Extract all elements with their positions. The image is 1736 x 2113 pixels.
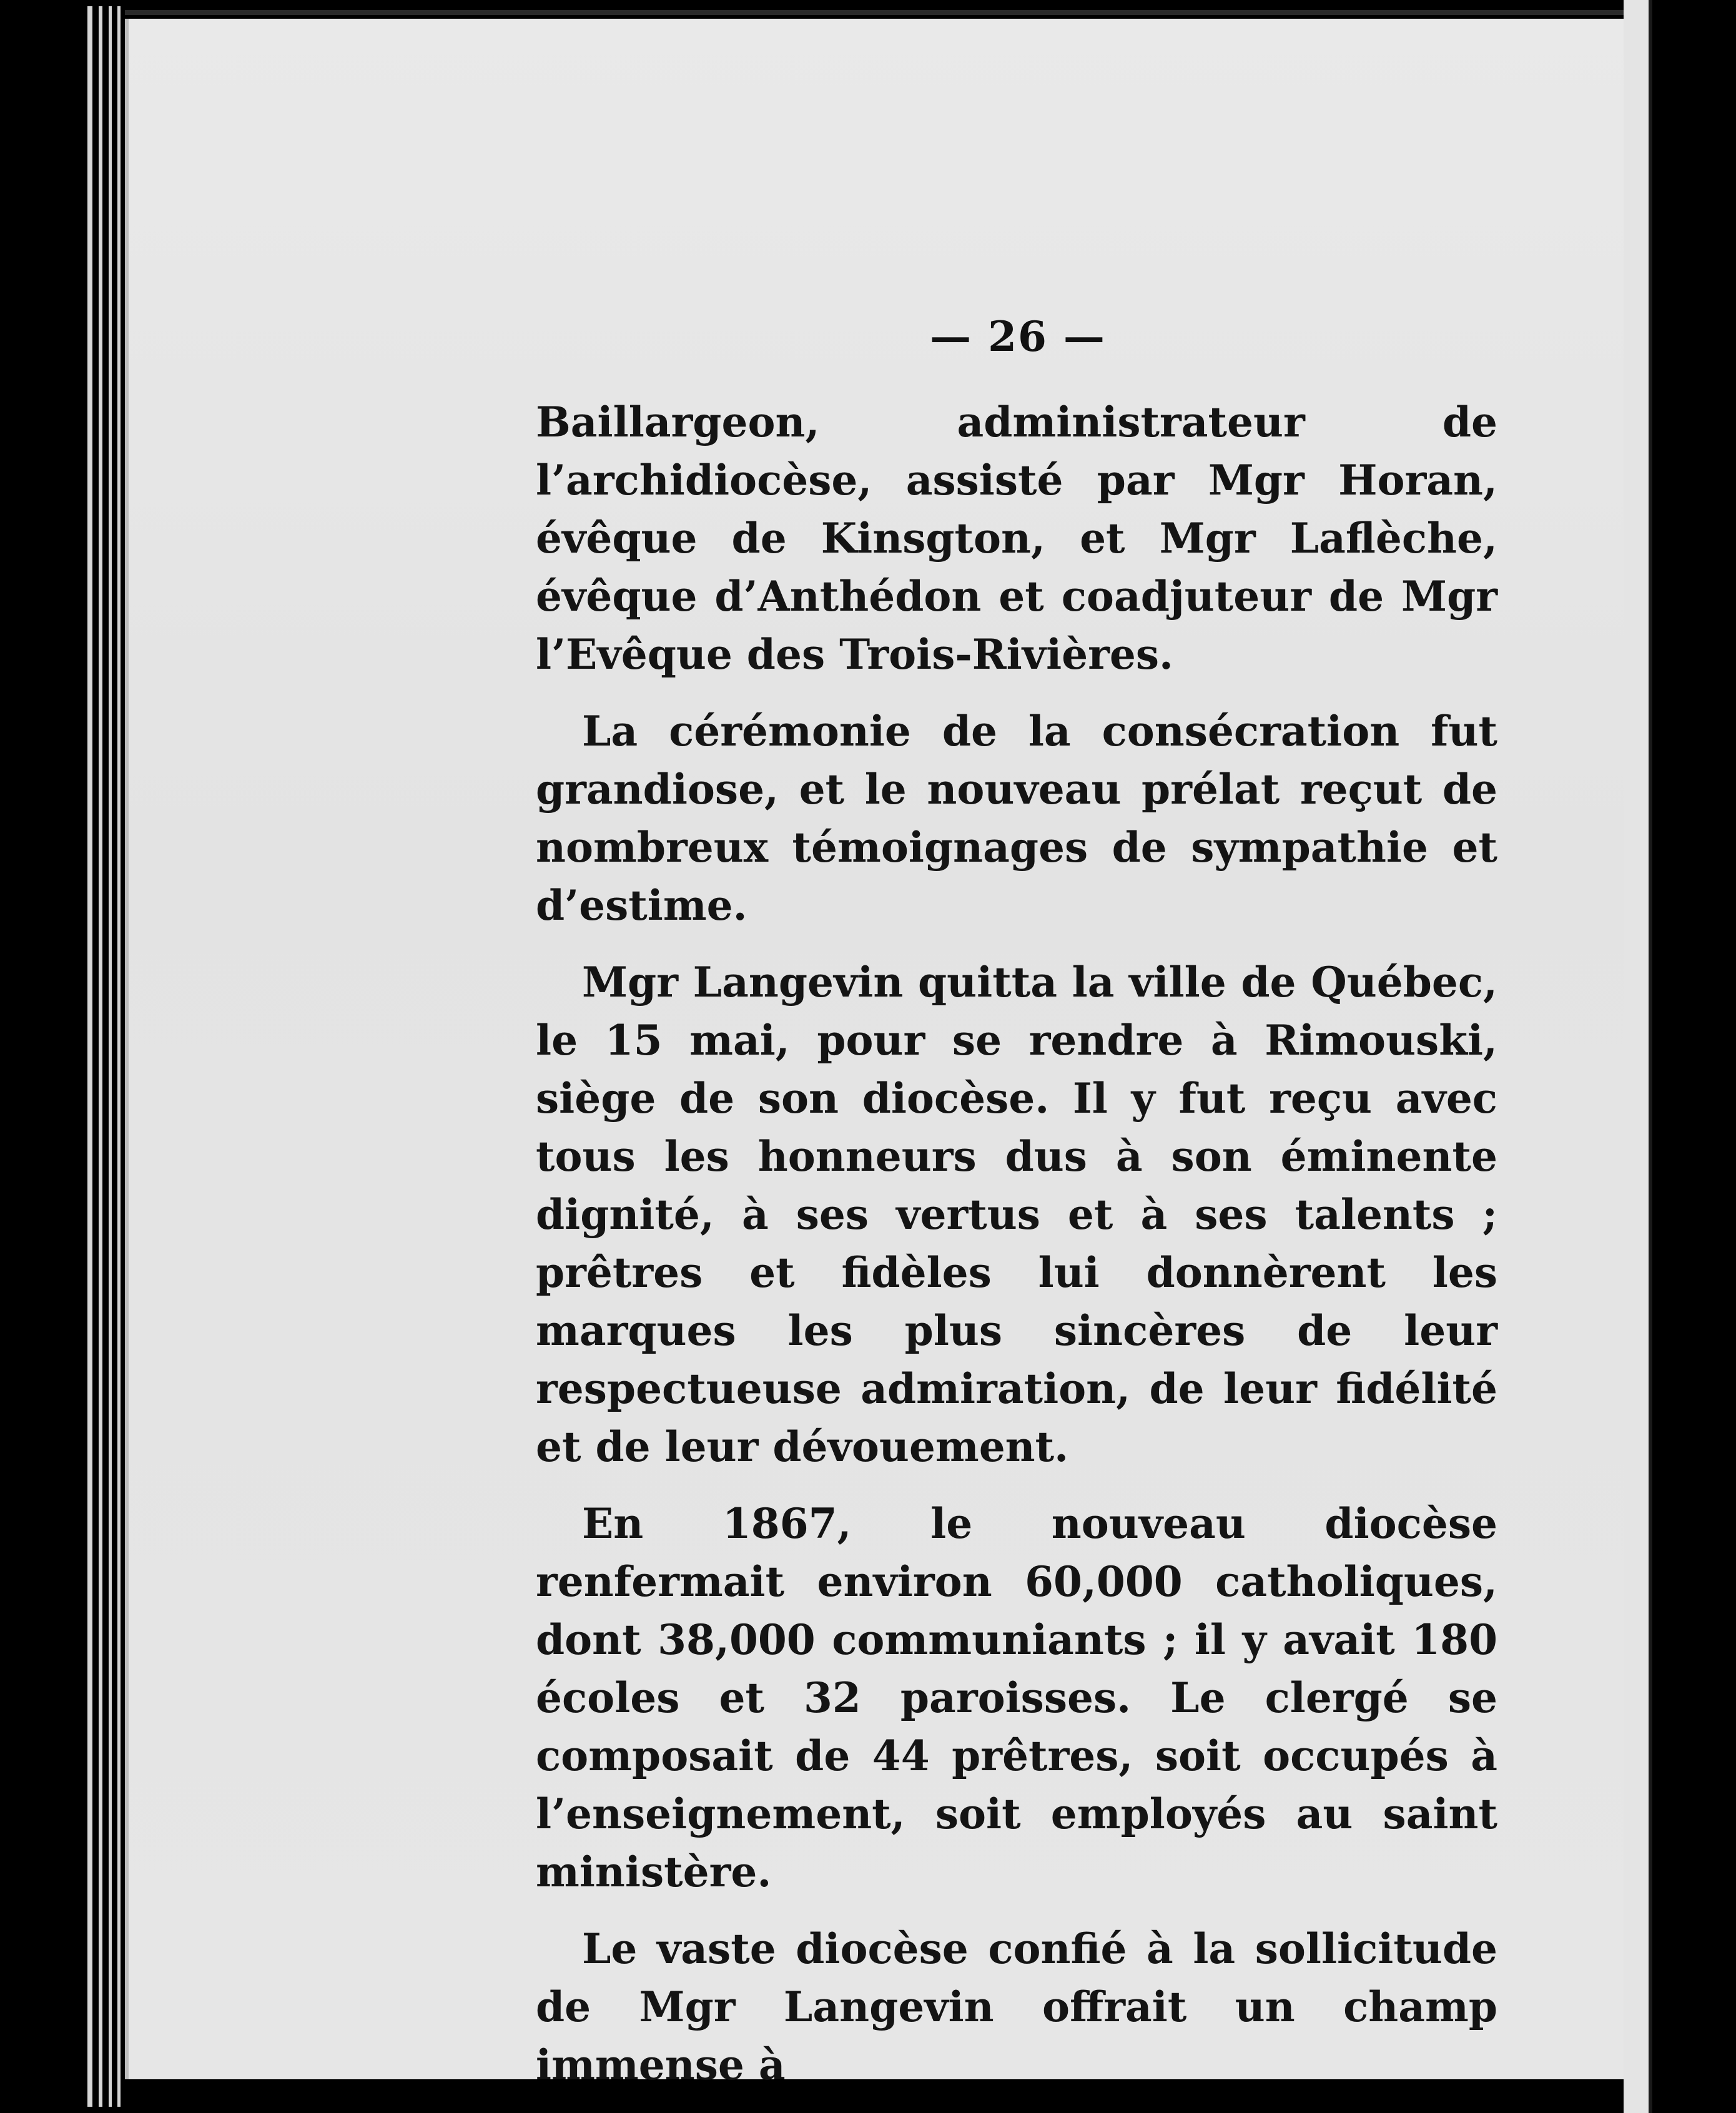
paragraph: Baillargeon, administrateur de l’archidiocèse, assisté par Mgr Horan, évêque de Kinsgton, et Mgr Laflèche, évêque d’Anthédon et coadjuteur de Mgr l’Evêque des Trois-Rivières. xyxy=(536,398,1497,679)
page-stack-edge xyxy=(109,6,112,2107)
page-stack-edge xyxy=(87,6,92,2107)
page-number: — 26 — xyxy=(930,312,1106,361)
page-right-edge xyxy=(1624,0,1649,2113)
paragraph: La cérémonie de la consécration fut grandiose, et le nouveau prélat reçut de nombreux témoignages de sympathie et d’estime. xyxy=(536,707,1497,930)
page-stack-edge xyxy=(99,6,102,2107)
paragraph: Le vaste diocèse confié à la sollicitude de Mgr Langevin offrait un champ immense à xyxy=(536,1924,1497,2089)
paragraph: Mgr Langevin quitta la ville de Québec, le 15 mai, pour se rendre à Rimouski, siège de son diocèse. Il y fut reçu avec tous les honneurs dus à son éminente dignité, à ses vertus et à ses talents ; prêtres et fidèles lui donnèrent les marques les plus sincères de leur respectueuse admiration, de leur fidélité et de leur dévouement. xyxy=(536,958,1497,1471)
page-stack-edge xyxy=(117,6,121,2107)
top-border-rule xyxy=(125,10,1649,15)
paragraph: En 1867, le nouveau diocèse renfermait environ 60,000 catholiques, dont 38,000 communiants ; il y avait 180 écoles et 32 paroisses. Le clergé se composait de 44 prêtres, soit occupés à l’enseignement, soit employés au saint ministère. xyxy=(536,1499,1497,1896)
body-text xyxy=(536,393,1497,2094)
right-border-rule xyxy=(1649,0,1652,2113)
